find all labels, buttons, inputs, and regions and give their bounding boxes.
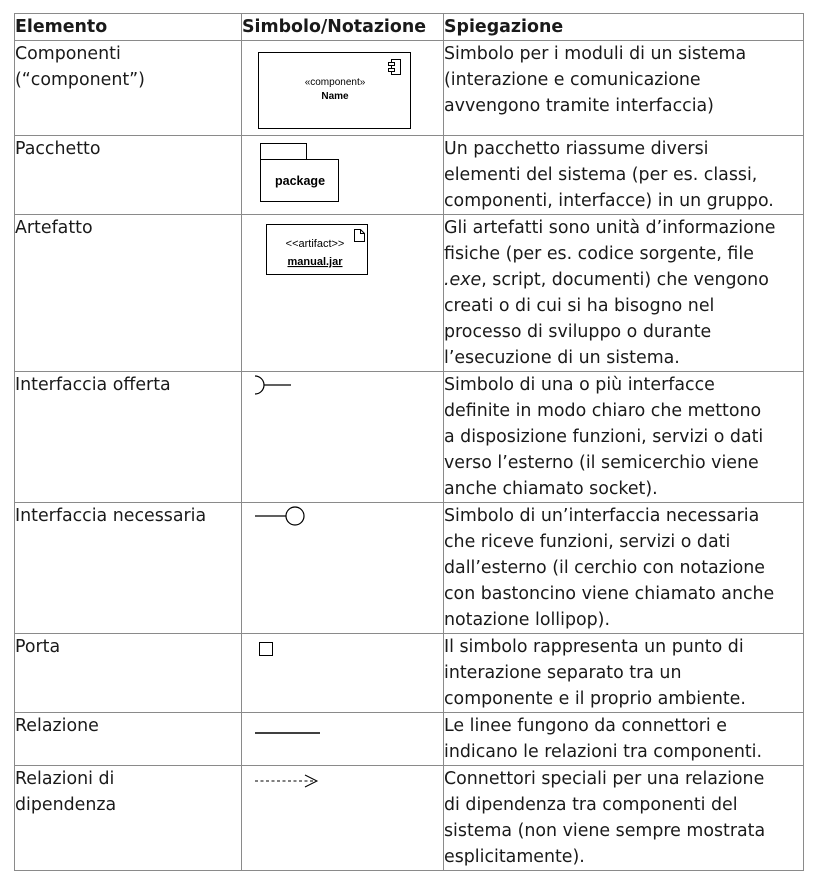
explanation-line: Le linee fungono da connettori e xyxy=(444,716,727,736)
symbol-cell xyxy=(242,372,444,503)
explanation-line: sistema (non viene sempre mostrata xyxy=(444,821,766,841)
symbol-cell xyxy=(242,713,444,766)
table-row xyxy=(15,713,804,766)
explanation-line: Simbolo di una o più interfacce xyxy=(444,375,715,395)
explanation-line: esplicitamente). xyxy=(444,847,585,867)
symbol-cell xyxy=(242,766,444,871)
explanation-cell xyxy=(444,503,804,634)
component-symbol xyxy=(242,41,442,135)
element-cell xyxy=(15,372,242,503)
element-label: Relazione xyxy=(15,716,99,736)
element-cell xyxy=(15,41,242,136)
lollipop-symbol xyxy=(242,503,442,633)
explanation-line: Simbolo di un’interfaccia necessaria xyxy=(444,506,760,526)
explanation-line: interazione separato tra un xyxy=(444,663,682,683)
table-row xyxy=(15,136,804,215)
element-label: Pacchetto xyxy=(15,139,101,159)
explanation-line: processo di sviluppo o durante xyxy=(444,322,712,342)
symbol-cell xyxy=(242,634,444,713)
explanation-line: .exe, script, documenti) che vengono xyxy=(444,270,769,290)
element-cell xyxy=(15,503,242,634)
package-symbol xyxy=(242,136,442,213)
explanation-line: (interazione e comunicazione xyxy=(444,70,701,90)
explanation-line: a disposizione funzioni, servizi o dati xyxy=(444,427,764,447)
header-symbol: Simbolo/Notazione xyxy=(242,14,444,41)
symbol-cell xyxy=(242,136,444,215)
explanation-cell xyxy=(444,634,804,713)
symbol-cell xyxy=(242,503,444,634)
element-cell xyxy=(15,634,242,713)
component-stereotype: «component» xyxy=(304,77,366,88)
explanation-line: definite in modo chiaro che mettono xyxy=(444,401,762,421)
element-label: Artefatto xyxy=(15,218,93,238)
element-label: Interfaccia necessaria xyxy=(15,506,207,526)
explanation-line: fisiche (per es. codice sorgente, file xyxy=(444,244,754,264)
component-icon xyxy=(389,60,401,75)
socket-symbol xyxy=(242,372,442,502)
exe-italic: .exe xyxy=(444,270,482,290)
element-label: Interfaccia offerta xyxy=(15,375,171,395)
explanation-line: elementi del sistema (per es. classi, xyxy=(444,165,758,185)
uml-component-table xyxy=(14,13,804,871)
explanation-line: con bastoncino viene chiamato anche xyxy=(444,584,775,604)
explanation-cell xyxy=(444,215,804,372)
table-row xyxy=(15,372,804,503)
explanation-cell xyxy=(444,713,804,766)
explanation-line: Gli artefatti sono unità d’informazione xyxy=(444,218,776,238)
header-row xyxy=(15,14,804,41)
element-label: Relazioni di xyxy=(15,769,115,789)
explanation-line: notazione lollipop). xyxy=(444,610,610,630)
relation-symbol xyxy=(242,713,442,764)
table-row xyxy=(15,766,804,871)
explanation-line: creati o di cui si ha bisogno nel xyxy=(444,296,715,316)
explanation-line: che riceve funzioni, servizi o dati xyxy=(444,532,731,552)
symbol-cell xyxy=(242,215,444,372)
explanation-line: di dipendenza tra componenti del xyxy=(444,795,738,815)
explanation-line: Un pacchetto riassume diversi xyxy=(444,139,709,159)
table-row xyxy=(15,215,804,372)
explanation-line: componenti, interfacce) in un gruppo. xyxy=(444,191,774,211)
explanation-cell xyxy=(444,766,804,871)
explanation-line: componente e il proprio ambiente. xyxy=(444,689,746,709)
explanation-line: verso l’esterno (il semicerchio viene xyxy=(444,453,759,473)
table-row xyxy=(15,503,804,634)
explanation-line: Simbolo per i moduli di un sistema xyxy=(444,44,747,64)
explanation-line: dall’esterno (il cerchio con notazione xyxy=(444,558,765,578)
element-cell xyxy=(15,713,242,766)
artifact-symbol xyxy=(242,215,442,371)
element-label: Componenti xyxy=(15,44,121,64)
explanation-line: anche chiamato socket). xyxy=(444,479,658,499)
explanation-line: indicano le relazioni tra componenti. xyxy=(444,742,763,762)
explanation-line: Connettori speciali per una relazione xyxy=(444,769,765,789)
element-label: dipendenza xyxy=(15,795,117,815)
element-label: (“component”) xyxy=(15,70,145,90)
header-explanation: Spiegazione xyxy=(444,14,804,41)
explanation-line: avvengono tramite interfaccia) xyxy=(444,96,714,116)
element-cell xyxy=(15,215,242,372)
explanation-line: l’esecuzione di un sistema. xyxy=(444,348,680,368)
component-name: Name xyxy=(321,91,349,102)
package-name: package xyxy=(274,174,326,188)
header-element: Elemento xyxy=(15,14,242,41)
element-label: Porta xyxy=(15,637,61,657)
explanation-cell xyxy=(444,372,804,503)
document-icon xyxy=(355,230,365,242)
explanation-cell xyxy=(444,136,804,215)
explanation-line: Il simbolo rappresenta un punto di xyxy=(444,637,744,657)
symbol-cell xyxy=(242,41,444,136)
element-cell xyxy=(15,136,242,215)
dependency-symbol xyxy=(242,766,442,869)
table-row xyxy=(15,41,804,136)
port-symbol xyxy=(242,634,442,711)
element-cell xyxy=(15,766,242,871)
explanation-cell xyxy=(444,41,804,136)
artifact-name: manual.jar xyxy=(287,256,343,268)
table-row xyxy=(15,634,804,713)
artifact-stereotype: <<artifact>> xyxy=(285,238,345,250)
